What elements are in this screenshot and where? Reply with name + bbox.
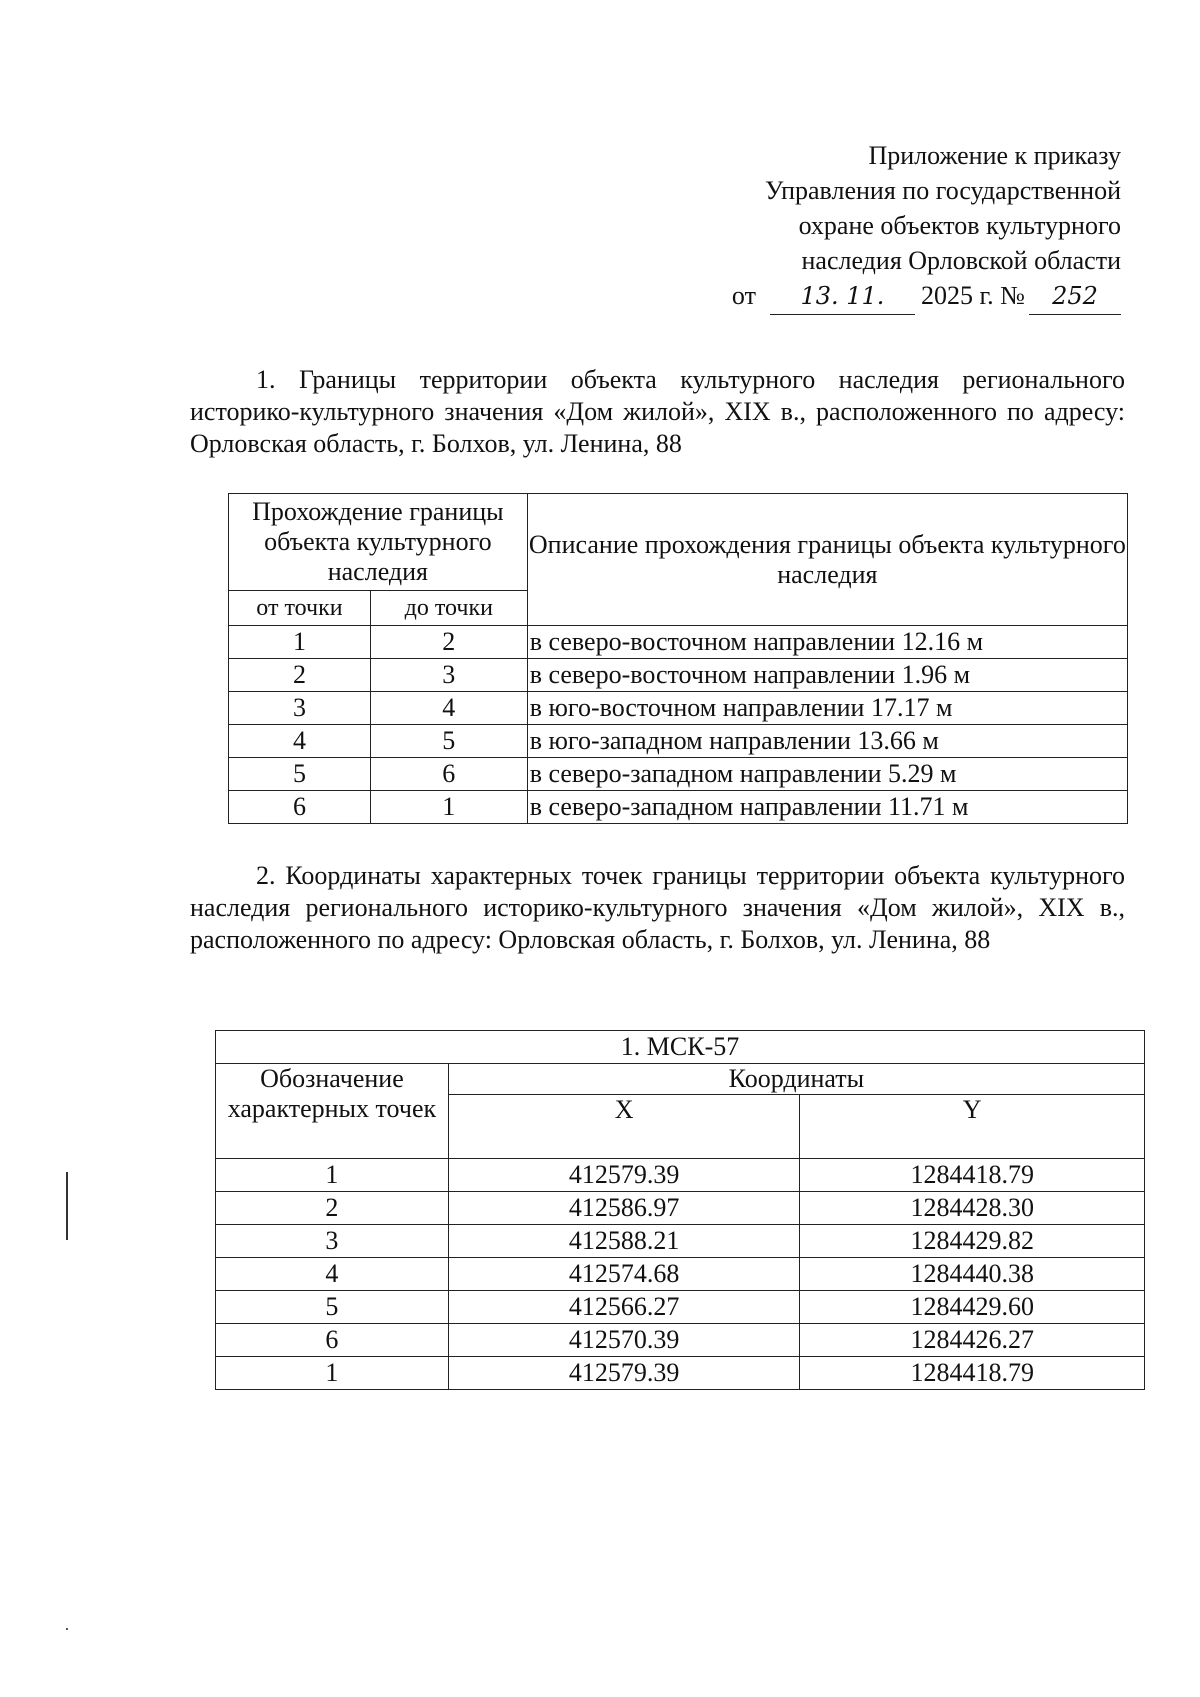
- description-cell: в северо-западном направлении 11.71 м: [527, 791, 1127, 824]
- table-row: [216, 1324, 1145, 1357]
- description-cell: в юго-восточном направлении 17.17 м: [527, 692, 1127, 725]
- y-cell: 1284418.79: [800, 1357, 1145, 1390]
- coordinates-table: [215, 1030, 1145, 1390]
- point-cell: 1: [216, 1357, 449, 1390]
- x-cell: 412588.21: [448, 1225, 800, 1258]
- from-point-cell: 2: [229, 659, 371, 692]
- x-column-header: X: [448, 1095, 800, 1159]
- header-line-3: охране объектов культурного: [798, 211, 1121, 240]
- table-row: [216, 1192, 1145, 1225]
- table-row: [216, 1159, 1145, 1192]
- to-point-cell: 1: [370, 791, 527, 824]
- description-cell: в юго-западном направлении 13.66 м: [527, 725, 1127, 758]
- point-cell: 6: [216, 1324, 449, 1357]
- point-cell: 5: [216, 1291, 449, 1324]
- x-cell: 412579.39: [448, 1357, 800, 1390]
- x-cell: 412579.39: [448, 1159, 800, 1192]
- table-row: [216, 1258, 1145, 1291]
- scan-margin-mark: [66, 1172, 68, 1240]
- point-cell: 2: [216, 1192, 449, 1225]
- boundary-description-table: [228, 493, 1128, 824]
- from-point-header: от точки: [229, 591, 371, 626]
- description-cell: в северо-восточном направлении 12.16 м: [527, 626, 1127, 659]
- y-cell: 1284440.38: [800, 1258, 1145, 1291]
- section-1-text: 1. Границы территории объекта культурного наследия регионального историко-культурного значения «Дом жилой», XIX в., расположенного по адресу: Орловская область, г. Болхов, ул. Ленина, 88: [190, 365, 1125, 458]
- table-row: [229, 791, 1128, 824]
- to-point-cell: 3: [370, 659, 527, 692]
- table-row: [229, 725, 1128, 758]
- description-cell: в северо-западном направлении 5.29 м: [527, 758, 1127, 791]
- from-point-cell: 5: [229, 758, 371, 791]
- order-number-handwritten: 252: [1029, 279, 1121, 315]
- point-cell: 3: [216, 1225, 449, 1258]
- section-1-paragraph: [190, 364, 1125, 460]
- header-line-2: Управления по государственной: [764, 176, 1121, 205]
- from-point-cell: 4: [229, 725, 371, 758]
- y-cell: 1284418.79: [800, 1159, 1145, 1192]
- from-point-cell: 1: [229, 626, 371, 659]
- boundary-group-header: Прохождение границы объекта культурного наследия: [229, 494, 528, 591]
- table-row: [216, 1225, 1145, 1258]
- y-cell: 1284429.82: [800, 1225, 1145, 1258]
- x-cell: 412574.68: [448, 1258, 800, 1291]
- to-point-cell: 4: [370, 692, 527, 725]
- order-date-handwritten: 13. 11.: [770, 279, 915, 315]
- y-cell: 1284428.30: [800, 1192, 1145, 1225]
- to-point-header: до точки: [370, 591, 527, 626]
- table-row: [229, 758, 1128, 791]
- point-designation-header: Обозначение характерных точек: [216, 1064, 449, 1159]
- table-row: [229, 692, 1128, 725]
- y-column-header: Y: [800, 1095, 1145, 1159]
- from-point-cell: 6: [229, 791, 371, 824]
- section-2-paragraph: [190, 860, 1125, 956]
- appendix-header: [732, 138, 1121, 315]
- table-row: [229, 626, 1128, 659]
- table-row: [229, 659, 1128, 692]
- table-row: [216, 1291, 1145, 1324]
- to-point-cell: 2: [370, 626, 527, 659]
- point-cell: 4: [216, 1258, 449, 1291]
- description-header: Описание прохождения границы объекта культурного наследия: [527, 494, 1127, 626]
- x-cell: 412586.97: [448, 1192, 800, 1225]
- scan-dot: [66, 1628, 68, 1630]
- x-cell: 412570.39: [448, 1324, 800, 1357]
- header-line-1: Приложение к приказу: [868, 141, 1121, 170]
- to-point-cell: 6: [370, 758, 527, 791]
- y-cell: 1284426.27: [800, 1324, 1145, 1357]
- date-prefix: от: [731, 281, 756, 310]
- section-2-text: 2. Координаты характерных точек границы территории объекта культурного наследия регионального историко-культурного значения «Дом жилой», XIX в., расположенного по адресу: Орловская область, г. Болхов, ул. Ленина, 88: [190, 861, 1125, 954]
- coordinate-system-header: 1. МСК-57: [216, 1031, 1145, 1064]
- x-cell: 412566.27: [448, 1291, 800, 1324]
- order-date-line: [732, 278, 1121, 315]
- table-row: [216, 1357, 1145, 1390]
- y-cell: 1284429.60: [800, 1291, 1145, 1324]
- to-point-cell: 5: [370, 725, 527, 758]
- from-point-cell: 3: [229, 692, 371, 725]
- description-cell: в северо-восточном направлении 1.96 м: [527, 659, 1127, 692]
- coordinates-header: Координаты: [448, 1064, 1144, 1095]
- year-text: 2025 г. №: [920, 281, 1025, 310]
- header-line-4: наследия Орловской области: [801, 246, 1121, 275]
- point-cell: 1: [216, 1159, 449, 1192]
